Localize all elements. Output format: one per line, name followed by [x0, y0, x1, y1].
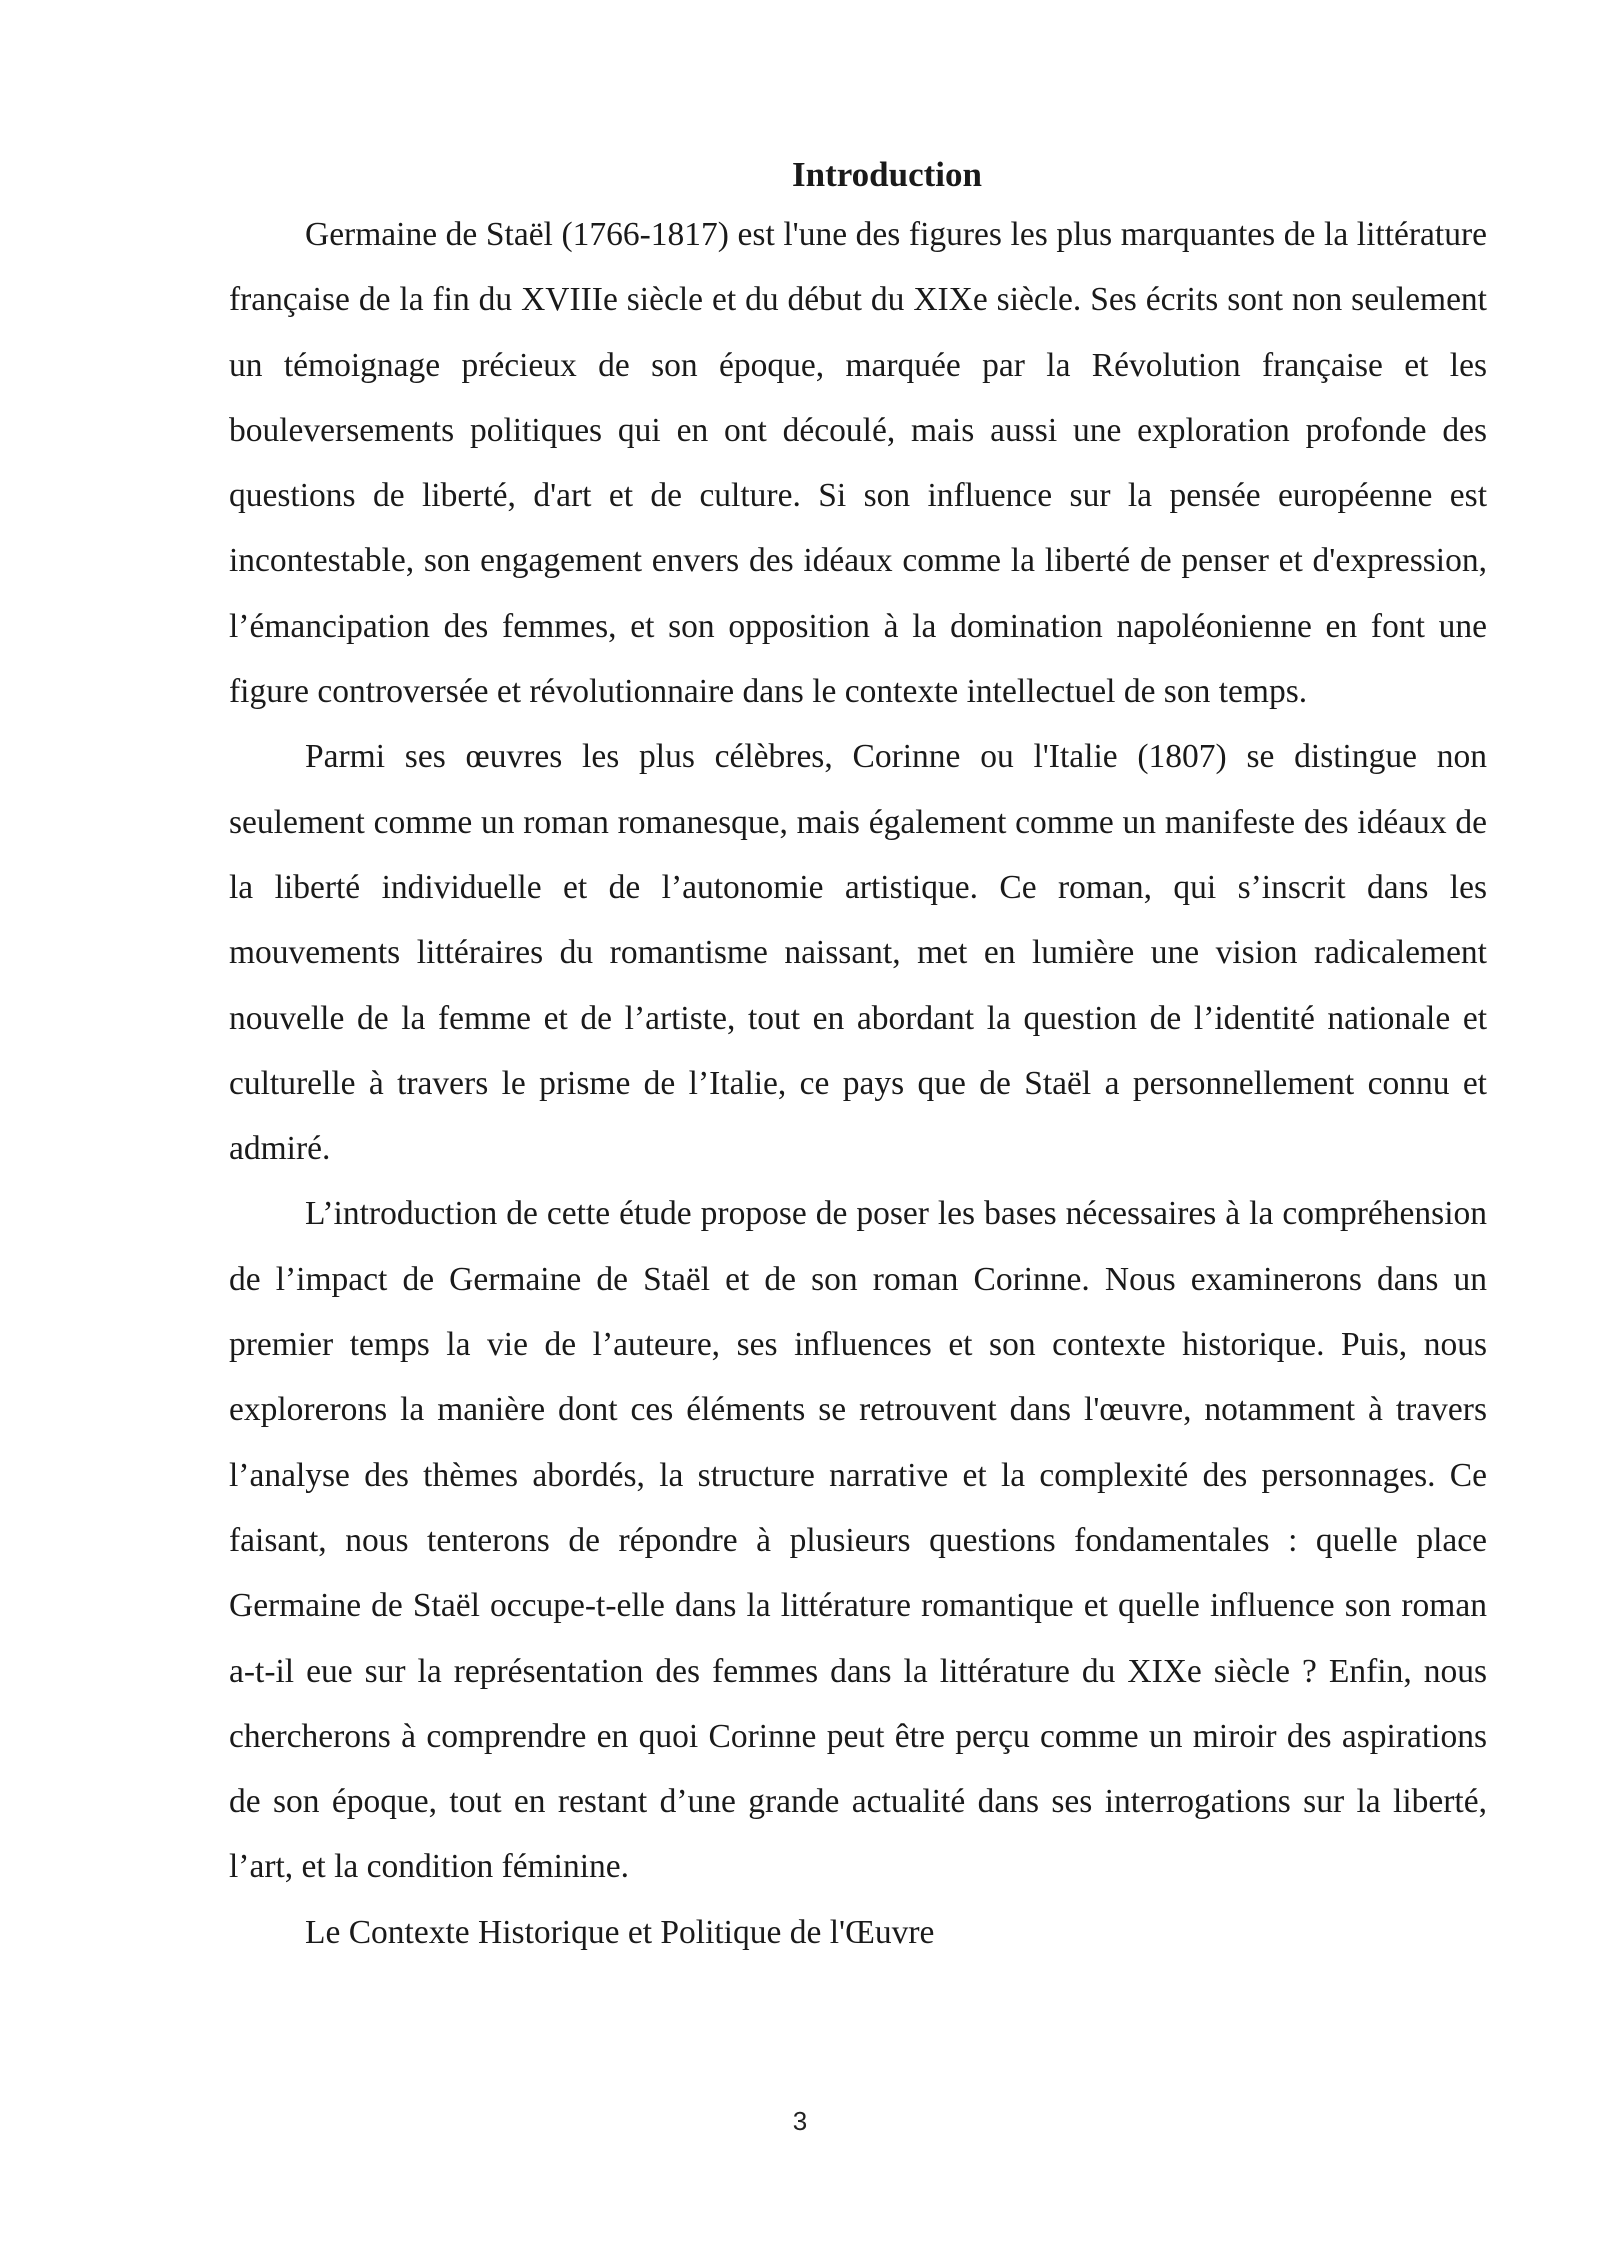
section-title: Le Contexte Historique et Politique de l'Œuvre — [305, 1913, 935, 1951]
paragraph-2: Parmi ses œuvres les plus célèbres, Corinne ou l'Italie (1807) se distingue non seulement comme un roman romanesque, mais également comme un manifeste des idéaux de la liberté individuelle et de l’autonomie artistique. Ce roman, qui s’inscrit dans les mouvements littéraires du romantisme naissant, met en lumière une vision radicalement nouvelle de la femme et de l’artiste, tout en abordant la question de l’identité nationale et culturelle à travers le prisme de l’Italie, ce pays que de Staël a personnellement connu et admiré. — [229, 738, 1487, 1168]
page-body — [229, 148, 1487, 1965]
page-heading: Introduction — [792, 155, 982, 194]
page-number: 3 — [792, 2106, 808, 2136]
paragraph-3: L’introduction de cette étude propose de poser les bases nécessaires à la compréhension de l’impact de Germaine de Staël et de son roman Corinne. Nous examinerons dans un premier temps la vie de l’auteure, ses influences et son contexte historique. Puis, nous explorerons la manière dont ces éléments se retrouvent dans l'œuvre, notamment à travers l’analyse des thèmes abordés, la structure narrative et la complexité des personnages. Ce faisant, nous tenterons de répondre à plusieurs questions fondamentales : quelle place Germaine de Staël occupe-t-elle dans la littérature romantique et quelle influence son roman a-t-il eue sur la représentation des femmes dans la littérature du XIXe siècle ? Enfin, nous chercherons à comprendre en quoi Corinne peut être perçu comme un miroir des aspirations de son époque, tout en restant d’une grande actualité dans ses interrogations sur la liberté, l’art, et la condition féminine. — [229, 1195, 1487, 1886]
paragraph-1: Germaine de Staël (1766-1817) est l'une des figures les plus marquantes de la littérature française de la fin du XVIIIe siècle et du début du XIXe siècle. Ses écrits sont non seulement un témoignage précieux de son époque, marquée par la Révolution française et les bouleversements politiques qui en ont découlé, mais aussi une exploration profonde des questions de liberté, d'art et de culture. Si son influence sur la pensée européenne est incontestable, son engagement envers des idéaux comme la liberté de penser et d'expression, l’émancipation des femmes, et son opposition à la domination napoléonienne en font une figure controversée et révolutionnaire dans le contexte intellectuel de son temps. — [229, 216, 1487, 711]
